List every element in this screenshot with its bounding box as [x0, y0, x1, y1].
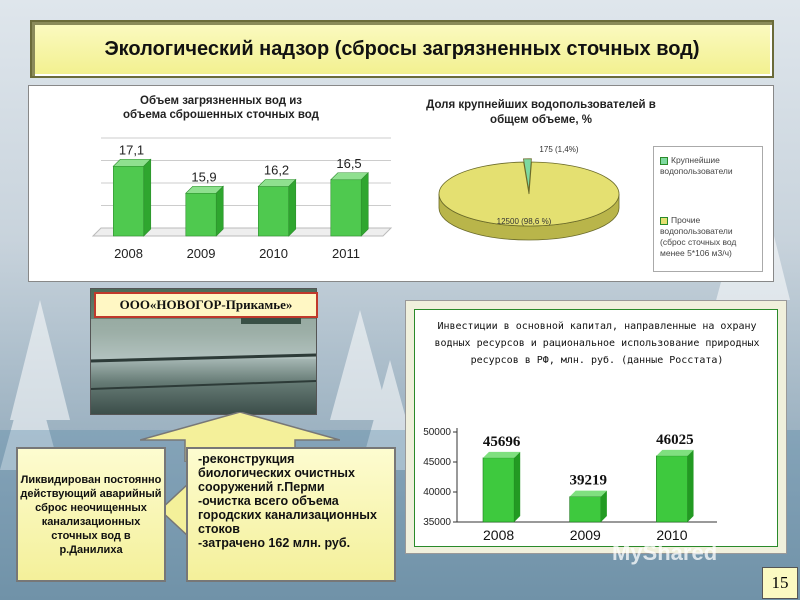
bar-chart-title: Объем загрязненных вод из объема сброшенных сточных вод [123, 95, 319, 121]
bar [186, 193, 216, 236]
bar-side [361, 173, 368, 236]
category-label: 2010 [656, 527, 688, 543]
category-label: 2011 [332, 246, 361, 261]
bar [331, 180, 361, 236]
legend-item-other: Прочие водопользователи (сброс сточных вод менее 5*106 м3/ч) [660, 215, 737, 258]
bar [656, 456, 687, 522]
category-label: 2008 [114, 246, 143, 261]
bar-value-label: 45696 [482, 433, 521, 450]
investment-chart-title: Инвестиции в основной капитал, направленные на охрану водных ресурсов и рациональное использование природных ресурсов в РФ, млн. руб. (данные Росстата) [434, 321, 760, 366]
pie-chart-title: Доля крупнейших водопользователей в общем объеме, % [426, 99, 656, 126]
bar-side [688, 450, 694, 522]
investment-chart-frame [414, 309, 778, 547]
category-label: 2008 [483, 527, 515, 543]
bar-value-label: 16,5 [336, 155, 362, 171]
bar-value-label: 17,1 [118, 142, 145, 158]
slide-title-box [30, 20, 774, 78]
bar [113, 166, 143, 236]
y-tick-label: 40000 [423, 487, 451, 498]
measures-text: -реконструкция биологических очистных сооружений г.Перми -очистка всего объема городских канализационных стоков -затрачено 162 млн. руб. [198, 452, 377, 550]
bar-value-label: 46025 [656, 431, 694, 448]
legend-item-largest: Крупнейшие водопользователи [660, 155, 733, 176]
measures-list [186, 447, 396, 582]
y-tick-label: 35000 [423, 517, 451, 528]
bar-value-label: 16,2 [263, 162, 290, 178]
bar-value-label: 39219 [569, 472, 608, 489]
bar [483, 458, 514, 522]
legend-swatch [660, 157, 668, 165]
category-label: 2009 [569, 527, 601, 543]
bar-side [144, 159, 151, 236]
bar-top [483, 452, 520, 458]
category-label: 2009 [186, 246, 216, 261]
pie-legend [653, 146, 763, 272]
pollution-bar-chart [57, 116, 397, 286]
category-label: 2010 [259, 246, 288, 261]
water-users-pie-chart [429, 146, 629, 266]
bar-side [289, 180, 296, 237]
slide-title: Экологический надзор (сбросы загрязненных сточных вод) [104, 37, 700, 60]
bar-side [514, 452, 520, 522]
slide-number: 15 [762, 567, 798, 599]
legend-swatch [660, 217, 668, 225]
watermark: MyShared [612, 540, 718, 565]
top-charts-panel [28, 85, 774, 282]
investment-panel [405, 300, 787, 554]
y-tick-label: 50000 [423, 427, 451, 438]
y-tick-label: 45000 [423, 457, 451, 468]
bar-value-label: 15,9 [191, 169, 217, 185]
pie-slice-label: 175 (1,4%) [539, 146, 579, 154]
liquidated-discharge-note [16, 447, 166, 582]
bar [570, 497, 601, 522]
company-label: ООО«НОВОГОР-Прикамье» [94, 292, 318, 318]
bar-side [216, 186, 223, 236]
pie-slice-label: 12500 (98,6 %) [496, 217, 552, 226]
bar-top [656, 450, 693, 456]
investment-bar-chart [415, 396, 777, 546]
bar-top [570, 491, 607, 497]
bar [258, 187, 288, 237]
liquidated-discharge-text: Ликвидирован постоянно действующий аварийный сброс неочищенных канализационных сточных вод в р.Данилиха [20, 473, 162, 556]
